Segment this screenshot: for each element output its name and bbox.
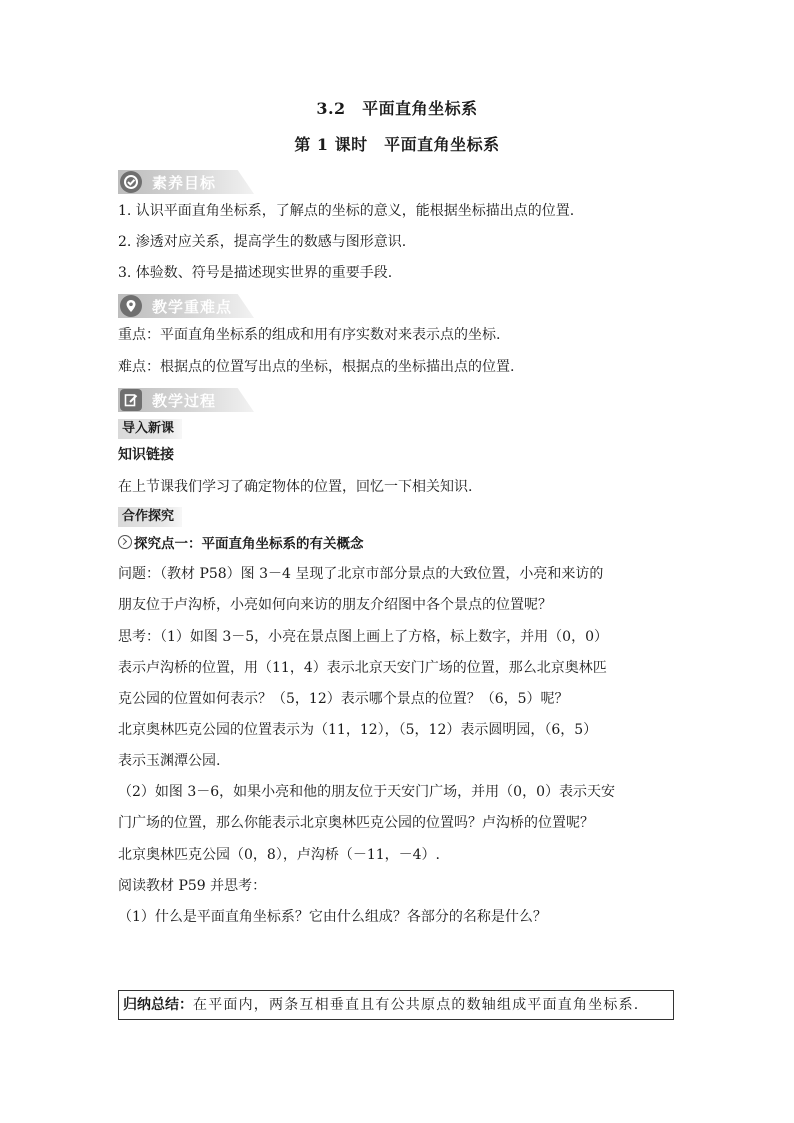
explore-line: （2）如图 3－6，如果小亮和他的朋友位于天安门广场，并用（0，0）表示天安 xyxy=(118,784,615,800)
explore-line: （1）什么是平面直角坐标系？它由什么组成？各部分的名称是什么？ xyxy=(118,909,547,925)
gear-check-icon xyxy=(120,171,142,193)
explore-line: 阅读教材 P59 并思考： xyxy=(118,878,267,894)
explore-point-title xyxy=(118,534,364,554)
goal-item: 2. 渗透对应关系，提高学生的数感与图形意识. xyxy=(118,234,407,250)
section-label-process: 教学过程 xyxy=(152,392,217,410)
explore-line: 门广场的位置，那么你能表示北京奥林匹克公园的位置吗？卢沟桥的位置呢？ xyxy=(118,815,594,831)
location-pin-icon xyxy=(120,295,142,317)
explore-line: 问题：（教材 P58）图 3－4 呈现了北京市部分景点的大致位置，小亮和来访的 xyxy=(118,566,604,582)
explore-tag: 合作探究 xyxy=(118,507,182,527)
intro-subheading: 知识链接 xyxy=(118,447,174,463)
summary-text: 在平面内，两条互相垂直且有公共原点的数轴组成平面直角坐标系. xyxy=(193,997,640,1013)
section-label-key-points: 教学重难点 xyxy=(152,298,233,316)
explore-line: 北京奥林匹克公园（0，8），卢沟桥（－11，－4）. xyxy=(118,847,440,863)
section-header-key-points xyxy=(118,294,258,318)
key-point-item: 重点：平面直角坐标系的组成和用有序实数对来表示点的坐标. xyxy=(118,327,501,343)
goal-item: 3. 体验数、符号是描述现实世界的重要手段. xyxy=(118,265,393,281)
section-header-goals xyxy=(118,170,258,194)
explore-line: 表示卢沟桥的位置，用（11，4）表示北京天安门广场的位置，那么北京奥林匹 xyxy=(118,660,607,676)
explore-line: 克公园的位置如何表示？（5，12）表示哪个景点的位置？（6，5）呢？ xyxy=(118,691,569,707)
summary-label: 归纳总结： xyxy=(123,997,193,1013)
key-point-item: 难点：根据点的位置写出点的坐标，根据点的坐标描出点的位置. xyxy=(118,359,515,375)
section-header-process xyxy=(118,388,258,412)
chevron-circle-icon xyxy=(118,535,132,549)
lesson-title: 第 1 课时 平面直角坐标系 xyxy=(294,135,500,154)
explore-line: 思考：（1）如图 3－5，小亮在景点图上画上了方格，标上数字，并用（0，0） xyxy=(118,629,608,645)
section-title: 3.2 平面直角坐标系 xyxy=(316,99,478,118)
explore-line: 北京奥林匹克公园的位置表示为（11，12），（5，12）表示圆明园，（6，5） xyxy=(118,722,598,738)
intro-text: 在上节课我们学习了确定物体的位置，回忆一下相关知识. xyxy=(118,479,473,495)
summary-box xyxy=(118,990,674,1020)
explore-line: 表示玉渊潭公园. xyxy=(118,753,221,769)
explore-line: 朋友位于卢沟桥，小亮如何向来访的朋友介绍图中各个景点的位置呢？ xyxy=(118,597,552,613)
explore-point-title-text: 探究点一：平面直角坐标系的有关概念 xyxy=(134,536,364,552)
goal-item: 1. 认识平面直角坐标系，了解点的坐标的意义，能根据坐标描出点的位置. xyxy=(118,203,575,219)
edit-icon xyxy=(120,389,142,411)
section-label-goals: 素养目标 xyxy=(152,174,217,192)
intro-tag: 导入新课 xyxy=(118,419,182,439)
